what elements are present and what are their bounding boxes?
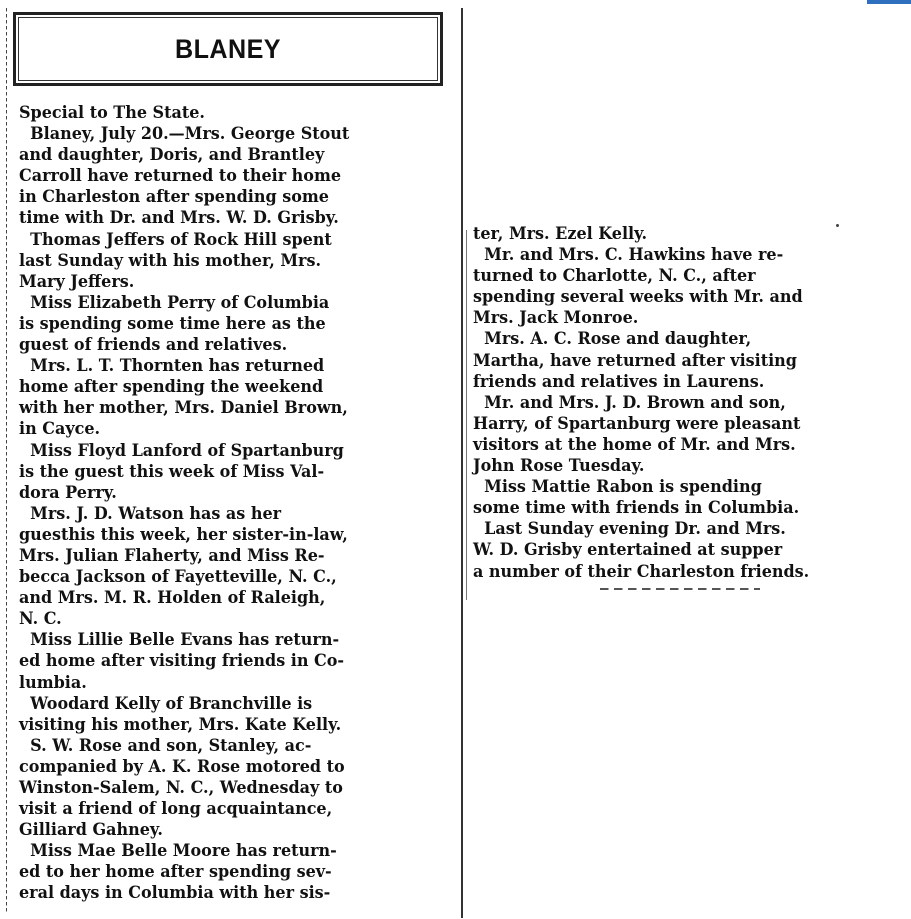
article-line: and Mrs. M. R. Holden of Raleigh, <box>19 588 326 609</box>
article-line: last Sunday with his mother, Mrs. <box>19 250 322 271</box>
article-line: Blaney, July 20.—Mrs. George Stout <box>19 124 350 145</box>
end-dashes <box>600 588 760 590</box>
article-line: Miss Mae Belle Moore has return- <box>19 841 337 862</box>
article-line: Mr. and Mrs. J. D. Brown and son, <box>473 392 786 413</box>
article-line: ter, Mrs. Ezel Kelly. <box>473 224 648 244</box>
article-line: Miss Elizabeth Perry of Columbia <box>19 292 330 313</box>
article-line: and daughter, Doris, and Brantley <box>19 145 325 166</box>
article-line: Miss Mattie Rabon is spending <box>473 477 762 498</box>
article-line: W. D. Grisby entertained at supper <box>473 540 783 561</box>
article-line: becca Jackson of Fayetteville, N. C., <box>19 567 337 588</box>
article-line: Miss Lillie Belle Evans has return- <box>19 630 340 651</box>
article-line: visiting his mother, Mrs. Kate Kelly. <box>19 714 342 735</box>
article-line: John Rose Tuesday. <box>473 456 645 477</box>
article-line: in Charleston after spending some <box>19 187 329 208</box>
article-line: Carroll have returned to their home <box>19 166 342 187</box>
article-line: Last Sunday evening Dr. and Mrs. <box>473 519 786 540</box>
article-line: spending several weeks with Mr. and <box>473 287 803 308</box>
headline-box <box>13 12 443 86</box>
article-line: is the guest this week of Miss Val- <box>19 461 325 482</box>
left-column-rule <box>6 8 7 913</box>
article-column-2 <box>473 224 809 583</box>
article-line: Mrs. L. T. Thornten has returned <box>19 356 325 377</box>
article-line: dora Perry. <box>19 482 117 503</box>
article-line: N. C. <box>19 609 62 630</box>
article-line: Winston-Salem, N. C., Wednesday to <box>19 778 343 798</box>
article-line: Thomas Jeffers of Rock Hill spent <box>19 229 332 250</box>
article-line: Woodard Kelly of Branchville is <box>19 693 313 714</box>
article-line: Mr. and Mrs. C. Hawkins have re- <box>473 245 784 266</box>
article-line: visit a friend of long acquaintance, <box>19 799 333 820</box>
article-line: visitors at the home of Mr. and Mrs. <box>473 434 796 455</box>
article-line: companied by A. K. Rose motored to <box>19 756 345 777</box>
article-line: Gilliard Gahney. <box>19 820 163 841</box>
article-line: S. W. Rose and son, Stanley, ac- <box>19 735 312 756</box>
article-line: some time with friends in Columbia. <box>473 498 800 519</box>
article-line: friends and relatives in Laurens. <box>473 371 765 392</box>
center-column-rule-thin <box>466 230 467 600</box>
article-line: Mrs. Jack Monroe. <box>473 308 639 329</box>
article-line: with her mother, Mrs. Daniel Brown, <box>19 398 348 419</box>
article-line: ed to her home after spending sev- <box>19 862 332 883</box>
article-line: eral days in Columbia with her sis- <box>19 883 331 904</box>
corner-mark <box>867 0 911 4</box>
article-line: guesthis this week, her sister-in-law, <box>19 524 348 545</box>
article-line: home after spending the weekend <box>19 377 324 398</box>
article-line: Mrs. J. D. Watson has as her <box>19 503 282 524</box>
article-line: Harry, of Spartanburg were pleasant <box>473 413 801 434</box>
article-line: a number of their Charleston friends. <box>473 561 810 582</box>
article-column-1 <box>19 103 349 905</box>
article-line: time with Dr. and Mrs. W. D. Grisby. <box>19 208 339 229</box>
article-line: turned to Charlotte, N. C., after <box>473 266 756 287</box>
article-line: Mrs. Julian Flaherty, and Miss Re- <box>19 545 325 566</box>
center-column-rule <box>461 8 463 918</box>
article-line: in Cayce. <box>19 419 101 440</box>
speck <box>836 224 839 227</box>
article-line: Martha, have returned after visiting <box>473 350 797 371</box>
article-line: ed home after visiting friends in Co- <box>19 651 345 672</box>
article-line: Mary Jeffers. <box>19 271 135 292</box>
article-line: Special to The State. <box>19 103 205 123</box>
article-line: guest of friends and relatives. <box>19 335 288 356</box>
article-line: Mrs. A. C. Rose and daughter, <box>473 329 752 350</box>
article-line: Miss Floyd Lanford of Spartanburg <box>19 440 344 461</box>
headline: BLANEY <box>174 33 282 64</box>
article-line: is spending some time here as the <box>19 313 326 334</box>
article-line: lumbia. <box>19 672 87 693</box>
